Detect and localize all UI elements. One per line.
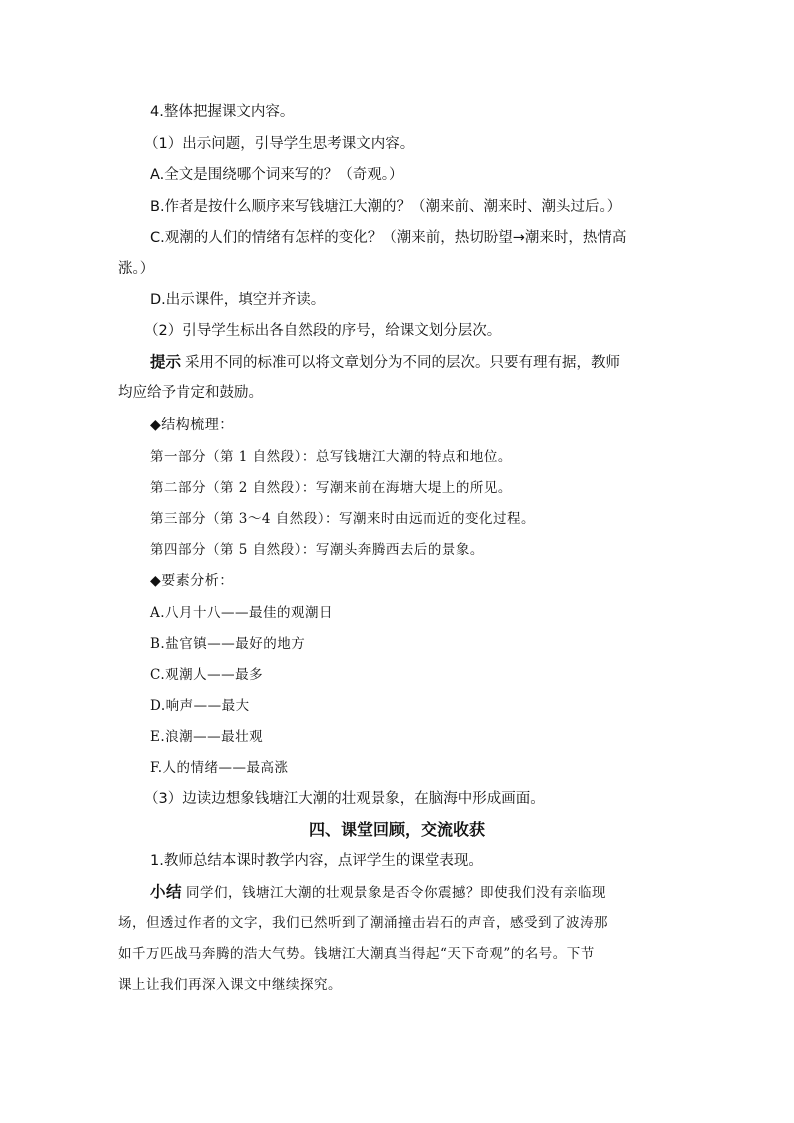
summary-text-line: 课上让我们再深入课文中继续探究。 [118,977,342,993]
summary-text-line: 场，但透过作者的文字，我们已然听到了潮涌撞击岩石的声音，感受到了波涛那 [118,915,608,931]
tip-paragraph [150,351,690,374]
element-item: A.八月十八——最佳的观潮日 [150,605,334,621]
tip-text-continued: 均应给予肯定和鼓励。 [118,385,263,401]
structure-item: 第二部分（第 2 自然段）：写潮来前在海塘大堤上的所见。 [150,480,512,496]
summary-text: 同学们，钱塘江大潮的壮观景象是否令你震撼？即使我们没有亲临现 [186,885,607,901]
element-item: F.人的情绪——最高涨 [150,760,289,776]
element-item: C.观潮人——最多 [150,667,264,683]
sub-step-2: （2）引导学生标出各自然段的序号，给课文划分层次。 [144,323,502,339]
structure-item: 第四部分（第 5 自然段）：写潮头奔腾西去后的景象。 [150,542,484,558]
tip-text: 采用不同的标准可以将文章划分为不同的层次。只要有理有据，教师 [185,355,621,371]
question-d: D.出示课件，填空并齐读。 [150,292,326,308]
step-4-title: 4.整体把握课文内容。 [150,104,295,120]
tip-label: 提示 [150,353,182,371]
question-b: B.作者是按什么顺序来写钱塘江大潮的？（潮来前、潮来时、潮头过后。） [150,199,622,215]
sub-step-1: （1）出示问题，引导学生思考课文内容。 [144,136,415,152]
structure-title: ◆结构梳理： [150,417,234,433]
section-heading: 四、课堂回顾，交流收获 [308,820,485,839]
structure-item: 第三部分（第 3～4 自然段）：写潮来时由远而近的变化过程。 [150,511,536,527]
teacher-summary-step: 1.教师总结本课时教学内容，点评学生的课堂表现。 [150,853,483,869]
element-item: D.响声——最大 [150,698,250,714]
question-a: A.全文是围绕哪个词来写的？（奇观。） [150,167,404,183]
summary-text-line: 如千万匹战马奔腾的浩大气势。钱塘江大潮真当得起“天下奇观”的名号。下节 [118,946,595,962]
sub-step-3: （3）边读边想象钱塘江大潮的壮观景象，在脑海中形成画面。 [144,791,545,807]
question-c-continued: 涨。） [118,261,155,277]
elements-title: ◆要素分析： [150,573,234,589]
summary-label: 小结 [150,883,183,901]
element-item: B.盐官镇——最好的地方 [150,636,306,652]
summary-paragraph [150,881,690,904]
element-item: E.浪潮——最壮观 [150,729,264,745]
question-c: C.观潮的人们的情绪有怎样的变化？（潮来前，热切盼望→潮来时，热情高 [150,230,627,246]
structure-item: 第一部分（第 1 自然段）：总写钱塘江大潮的特点和地位。 [150,449,512,465]
